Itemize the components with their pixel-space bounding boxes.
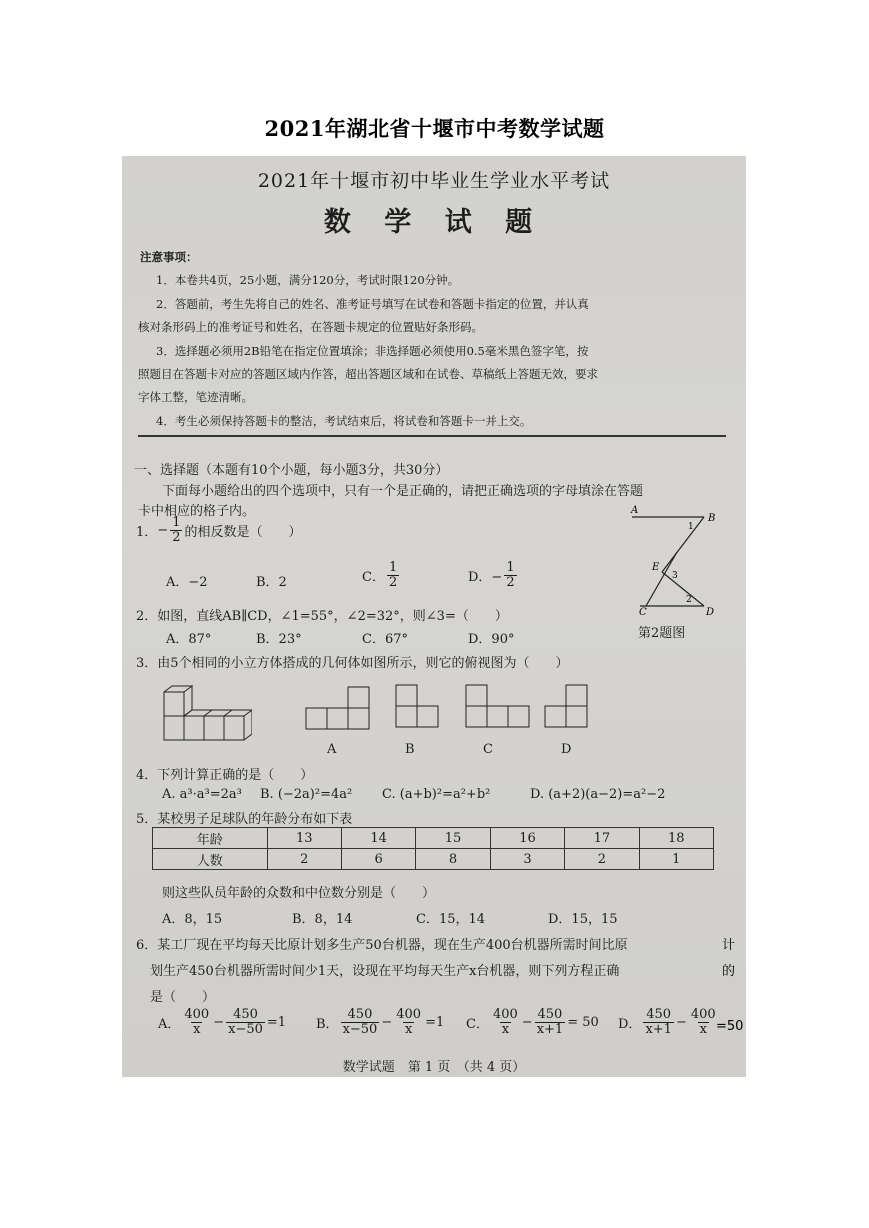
q6-c-label: C． [466, 1016, 489, 1032]
exam-paper-photo [122, 156, 746, 1077]
q3-label-b: B [405, 742, 415, 757]
table-cell: 13 [267, 828, 341, 849]
table-cell: 18 [639, 828, 713, 849]
q3-option-d-view [543, 682, 591, 730]
q6-b-frac-2 [394, 1008, 423, 1036]
q1-d-den: 2 [506, 574, 515, 590]
segment-be [662, 517, 704, 572]
table-cell: 2 [267, 849, 341, 870]
frac-num: 450 [347, 1007, 373, 1022]
table-cell: 6 [341, 849, 415, 870]
q2-option-c: C．67° [362, 632, 408, 647]
q1-option-c-label: C． [362, 569, 385, 585]
table-cell: 15 [416, 828, 490, 849]
table-cell: 8 [416, 849, 490, 870]
label-a: A [631, 505, 639, 516]
notice-line: 3．选择题必须用2B铅笔在指定位置填涂；非选择题必须使用0.5毫米黑色签字笔，按 [156, 344, 589, 358]
q6-a-frac-1 [182, 1008, 211, 1036]
notice-heading: 注意事项： [140, 250, 198, 264]
table-cell: 14 [341, 828, 415, 849]
q1-option-c [362, 561, 401, 589]
page-footer: 数学试题 第 1 页 （共 4 页） [342, 1060, 526, 1075]
q1-frac-num: 1 [172, 515, 181, 530]
q2-figure-caption: 第2题图 [638, 626, 686, 641]
q6-option-d-rhs: =50 [716, 1019, 744, 1034]
q4-option-d: D. (a+2)(a−2)=a²−2 [530, 787, 666, 802]
q6-b-label: B． [316, 1016, 339, 1032]
q1-option-b: B．2 [256, 575, 287, 590]
table-cell: 2 [565, 849, 639, 870]
exam-title: 2021年十堰市初中毕业生学业水平考试 [257, 170, 611, 192]
q6-option-b [316, 1008, 444, 1036]
q4-option-a: A. a³·a³=2a³ [162, 787, 242, 802]
q5-option-a: A．8，15 [162, 912, 223, 927]
q1-frac-den: 2 [172, 529, 181, 545]
q6-option-c [466, 1008, 599, 1036]
q4-option-c: C. (a+b)²=a²+b² [382, 787, 491, 802]
table-cell: 17 [565, 828, 639, 849]
section-heading: 一、选择题（本题有10个小题，每小题3分，共30分） [134, 463, 449, 478]
q1-option-d-fraction [504, 561, 516, 589]
question-6-line-2: 划生产450台机器所需时间少1天，设现在平均每天生产x台机器，则下列方程正确 [150, 964, 620, 979]
section-instruction: 卡中相应的格子内。 [138, 504, 256, 519]
question-1 [136, 516, 301, 544]
minus-sign: − [213, 1014, 225, 1030]
label-d: D [706, 607, 715, 616]
q1-number: 1． [136, 524, 158, 540]
label-c: C [639, 607, 647, 616]
q6-a-label: A． [158, 1016, 181, 1032]
frac-den: x [193, 1021, 201, 1037]
divider-rule [138, 435, 726, 437]
q6-c-frac-1 [491, 1008, 520, 1036]
age-table [152, 827, 714, 870]
question-6-line-3: 是（ ） [150, 990, 216, 1005]
question-5: 5．某校男子足球队的年龄分布如下表 [136, 812, 353, 827]
angle-2-label: 2 [686, 595, 692, 605]
q5-option-b: B．8，14 [292, 912, 353, 927]
q6-line-1-overflow: 计 [722, 938, 736, 953]
q5-option-c: C．15，14 [416, 912, 486, 927]
notice-line: 2．答题前，考生先将自己的姓名、准考证号填写在试卷和答题卡指定的位置，并认真 [156, 297, 589, 311]
section-instruction: 下面每小题给出的四个选项中，只有一个是正确的，请把正确选项的字母填涂在答题 [162, 484, 644, 499]
table-cell: 人数 [153, 849, 268, 870]
q3-solid-figure [162, 684, 252, 744]
q6-option-d [618, 1008, 720, 1036]
q2-figure [622, 500, 732, 616]
q6-c-frac-2 [535, 1008, 566, 1036]
table-row [153, 849, 714, 870]
frac-num: 400 [396, 1007, 422, 1022]
q3-option-a-view [304, 684, 372, 732]
q3-label-d: D [561, 742, 572, 757]
q1-option-d-label: D．− [468, 569, 503, 585]
q2-option-d: D．90° [468, 632, 515, 647]
label-e: E [652, 562, 660, 573]
q6-b-rhs: =1 [425, 1014, 445, 1030]
table-row [153, 828, 714, 849]
frac-den: x+1 [645, 1021, 672, 1037]
q1-option-c-fraction [387, 561, 399, 589]
q6-b-frac-1 [341, 1008, 380, 1036]
notice-line: 4．考生必须保持答题卡的整洁，考试结束后，将试卷和答题卡一并上交。 [156, 414, 532, 428]
q3-label-a: A [327, 742, 337, 757]
minus-sign: − [675, 1014, 687, 1030]
q6-d-frac-1 [643, 1008, 674, 1036]
frac-num: 450 [646, 1007, 672, 1022]
q5-option-d: D．15，15 [548, 912, 618, 927]
frac-num: 450 [233, 1007, 258, 1022]
q3-option-c-view [464, 682, 532, 730]
table-cell: 1 [639, 849, 713, 870]
frac-den: x−50 [228, 1021, 263, 1037]
q6-option-a [158, 1008, 286, 1036]
q2-option-a: A．87° [166, 632, 212, 647]
question-3: 3．由5个相同的小立方体搭成的几何体如图所示，则它的俯视图为（ ） [136, 656, 569, 671]
exam-subtitle: 数 学 试 题 [323, 207, 545, 238]
q4-option-b: B. (−2a)²=4a² [260, 787, 353, 802]
q5-question-text: 则这些队员年龄的众数和中位数分别是（ ） [162, 886, 436, 901]
question-4: 4．下列计算正确的是（ ） [136, 768, 314, 783]
q2-option-b: B．23° [256, 632, 302, 647]
angle-1-label: 1 [688, 522, 694, 532]
segment-ed [662, 572, 704, 606]
minus-sign: − [521, 1014, 533, 1030]
q6-d-frac-2 [689, 1008, 718, 1036]
q1-d-num: 1 [506, 560, 515, 575]
q1-c-num: 1 [388, 560, 398, 575]
q1-c-den: 2 [388, 574, 398, 590]
frac-num: 450 [537, 1007, 563, 1022]
angle-3-label: 3 [672, 571, 678, 581]
notice-line: 照题目在答题卡对应的答题区域内作答，超出答题区域和在试卷、草稿纸上答题无效，要求 [138, 367, 598, 381]
q1-option-d [468, 561, 519, 589]
frac-den: x [501, 1021, 510, 1037]
q3-option-b-view [394, 682, 442, 730]
q6-line-2-overflow: 的 [722, 964, 736, 979]
frac-den: x [404, 1021, 413, 1037]
table-cell: 16 [490, 828, 564, 849]
question-2: 2．如图，直线AB∥CD，∠1=55°，∠2=32°，则∠3=（ ） [136, 609, 508, 624]
q6-a-rhs: =1 [266, 1014, 287, 1030]
minus-sign: − [381, 1014, 393, 1030]
frac-num: 400 [690, 1007, 716, 1022]
q6-d-label: D． [618, 1016, 642, 1032]
q6-a-frac-2 [226, 1008, 265, 1036]
label-b: B [708, 513, 716, 524]
q1-option-a: A．−2 [166, 575, 208, 590]
q1-sign: − [157, 522, 169, 538]
table-cell: 3 [490, 849, 564, 870]
table-cell: 年龄 [153, 828, 268, 849]
frac-num: 400 [492, 1007, 518, 1022]
notice-line: 字体工整，笔迹清晰。 [138, 390, 253, 404]
frac-den: x [699, 1021, 707, 1037]
q6-c-rhs: = 50 [567, 1014, 599, 1030]
question-6-line-1: 6．某工厂现在平均每天比原计划多生产50台机器，现在生产400台机器所需时间比原 [136, 938, 628, 953]
frac-den: x−50 [342, 1021, 378, 1037]
q1-text: 的相反数是（ ） [184, 524, 302, 540]
q1-fraction [170, 516, 182, 544]
notice-line: 1．本卷共4页，25小题，满分120分，考试时限120分钟。 [156, 273, 460, 287]
document-title: 2021年湖北省十堰市中考数学试题 [264, 116, 605, 141]
notice-line: 核对条形码上的准考证号和姓名，在答题卡规定的位置贴好条形码。 [138, 320, 483, 334]
frac-den: x+1 [536, 1021, 564, 1037]
frac-num: 400 [184, 1007, 210, 1022]
q3-label-c: C [483, 742, 493, 757]
